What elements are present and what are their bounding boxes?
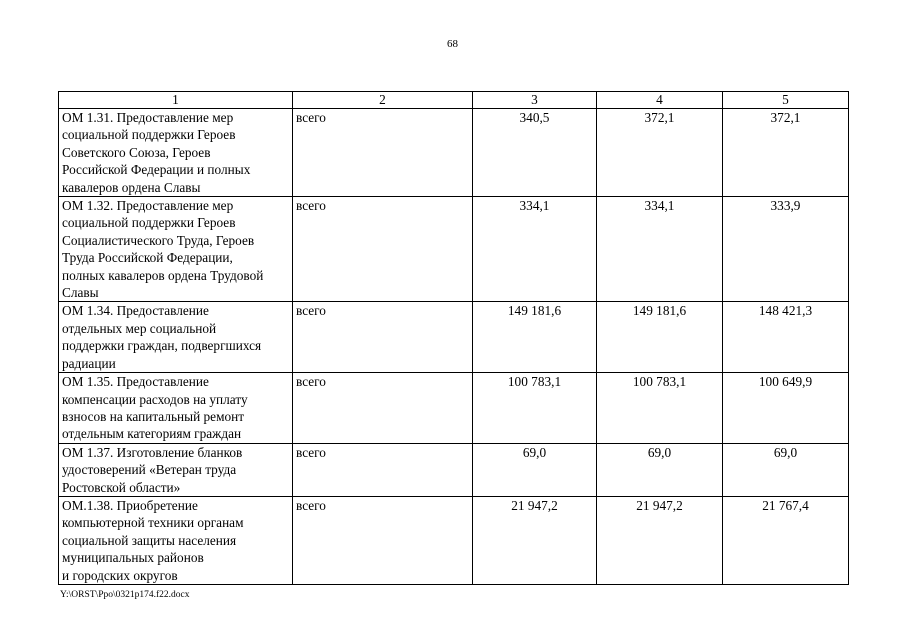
column-header: 1 [59,92,293,109]
column-header: 4 [597,92,723,109]
amount-cell: 372,1 [597,109,723,197]
description-line: удостоверений «Ветеран труда [62,462,237,478]
amount-cell: 372,1 [723,109,849,197]
description-line: ОМ 1.32. Предоставление мер [62,198,234,214]
budget-table [58,91,849,585]
funding-type: всего [293,109,473,197]
funding-type: всего [293,373,473,444]
amount-cell: 100 783,1 [473,373,597,444]
page-number: 68 [447,38,458,50]
amount-cell: 21 767,4 [723,496,849,584]
table-row [59,373,849,444]
measure-description [59,496,293,584]
amount-cell: 149 181,6 [473,302,597,373]
measure-description [59,109,293,197]
description-line: и городских округов [62,567,178,583]
description-line: Славы [62,285,99,301]
table-row [59,197,849,302]
column-header: 5 [723,92,849,109]
table-header-row [59,92,849,109]
funding-type: всего [293,197,473,302]
column-header: 3 [473,92,597,109]
description-line: Ростовской области» [62,479,181,495]
table-row [59,302,849,373]
description-line: муниципальных районов [62,550,204,566]
amount-cell: 21 947,2 [473,496,597,584]
measure-description [59,302,293,373]
table-row [59,496,849,584]
description-line: взносов на капитальный ремонт [62,408,245,424]
funding-type: всего [293,302,473,373]
description-line: отдельным категориям граждан [62,426,242,442]
amount-cell: 333,9 [723,197,849,302]
description-line: социальной поддержки Героев [62,215,236,231]
description-line: ОМ 1.37. Изготовление бланков [62,444,243,460]
funding-type: всего [293,496,473,584]
amount-cell: 69,0 [473,443,597,496]
description-line: компенсации расходов на уплату [62,391,248,407]
description-line: социальной защиты населения [62,532,237,548]
table-row [59,443,849,496]
description-line: Российской Федерации и полных [62,162,251,178]
description-line: ОМ 1.35. Предоставление [62,374,209,390]
description-line: Социалистического Труда, Героев [62,232,255,248]
description-line: социальной поддержки Героев [62,127,236,143]
amount-cell: 21 947,2 [597,496,723,584]
measure-description [59,443,293,496]
measure-description [59,373,293,444]
amount-cell: 100 783,1 [597,373,723,444]
description-line: кавалеров ордена Славы [62,179,201,195]
amount-cell: 148 421,3 [723,302,849,373]
amount-cell: 334,1 [597,197,723,302]
description-line: Труда Российской Федерации, [62,250,233,266]
table-body [59,109,849,585]
description-line: ОМ.1.38. Приобретение [62,497,198,513]
description-line: полных кавалеров ордена Трудовой [62,267,264,283]
description-line: поддержки граждан, подвергшихся [62,338,262,354]
table-row [59,109,849,197]
amount-cell: 340,5 [473,109,597,197]
description-line: радиации [62,355,116,371]
description-line: ОМ 1.34. Предоставление [62,303,209,319]
measure-description [59,197,293,302]
amount-cell: 149 181,6 [597,302,723,373]
file-path-footer: Y:\ORST\Ppo\0321p174.f22.docx [60,590,190,600]
amount-cell: 334,1 [473,197,597,302]
column-header: 2 [293,92,473,109]
amount-cell: 100 649,9 [723,373,849,444]
description-line: отдельных мер социальной [62,320,217,336]
amount-cell: 69,0 [597,443,723,496]
description-line: компьютерной техники органам [62,515,244,531]
description-line: Советского Союза, Героев [62,144,211,160]
amount-cell: 69,0 [723,443,849,496]
funding-type: всего [293,443,473,496]
description-line: ОМ 1.31. Предоставление мер [62,110,234,125]
